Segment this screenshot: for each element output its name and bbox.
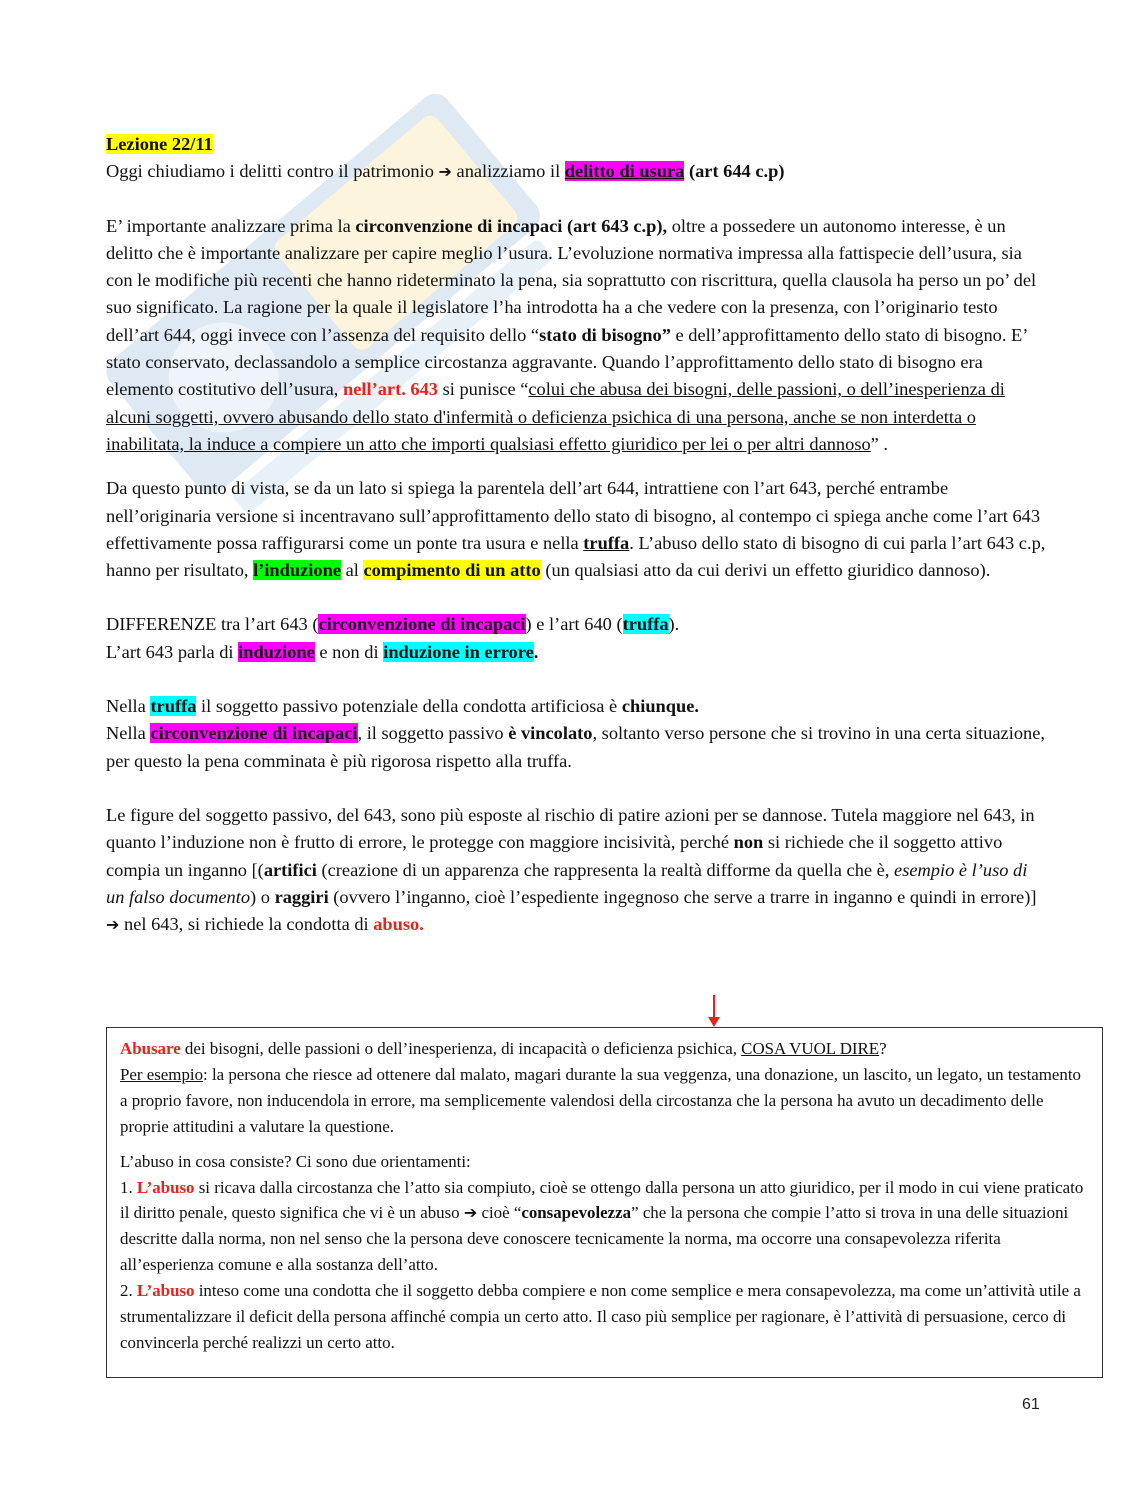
box-example: Per esempio: la persona che riesce ad ottenere dal malato, magari durante la sua veggenza, una donazione, un lascito, un legato, un testamento a proprio favore, non inducendola in errore, ma semplicemente valendosi della circostanza che la persona ha avuto un decadimento delle proprie attitudini a valutare la questione. xyxy=(120,1064,1081,1136)
compimento-highlight: compimento di un atto xyxy=(363,560,541,581)
usura-highlight: delitto di usura xyxy=(564,161,685,182)
box-orientamento-2: 2. L’abuso inteso come una condotta che il soggetto debba compiere e non come semplice e mera consapevolezza, ma come un’attività utile a strumentalizzare il deficit della persona affinché compia un certo atto. Il caso più semplice per ragionare, è l’attività di persuasione, cerco di convincerla perché realizzi un certo atto. xyxy=(120,1281,1081,1352)
abuso-keyword: abuso. xyxy=(373,914,424,935)
nella-truffa-line: Nella truffa il soggetto passivo potenziale della condotta artificiosa è chiunque. xyxy=(106,696,700,717)
paragraph-circonvenzione: E’ importante analizzare prima la circonvenzione di incapaci (art 643 c.p), oltre a possedere un autonomo interesse, è un delitto che è importante analizzare per capire meglio l’usura. L’evoluzione normativa impressa alla fattispecie dell’usura, sia con le modifiche più recenti che hanno rideterminato la pena, sia soprattutto con riscrittura, quella clausola ha perso un po’ del suo significato. La ragione per la quale il legislatore l’ha introdotta ha a che vedere con la presenza, con l’originario testo dell’art 644, oggi invece con l’assenza del requisito dello “stato di bisogno” e dell’approfittamento dello stato di bisogno. E’ stato conservato, declassandolo a semplice circostanza aggravante. Quando l’approfittamento dello stato di bisogno era elemento costitutivo dell’usura, nell’art. 643 si punisce “colui che abusa dei bisogni, delle passioni, o dell’inesperienza di alcuni soggetti, ovvero abusando dello stato d'infermità o deficienza psichica di una persona, anche se non interdetta o inabilitata, la induce a compiere un atto che importi qualsiasi effetto giuridico per lei o per altri dannoso” . xyxy=(106,215,1037,454)
nella-circonvenzione-line: Nella circonvenzione di incapaci, il soggetto passivo è vincolato, soltanto verso persone che si trovino in una certa situazione, per questo la pena comminata è più rigorosa rispetto alla truffa. xyxy=(106,723,1045,771)
art-643-quote: colui che abusa dei bisogni, delle passioni, o dell’inesperienza di alcuni soggetti, ovvero abusando dello stato d'infermità o deficienza psichica di una persona, anche se non interdetta o inabilitata, la induce a compiere un atto che importi qualsiasi effetto giuridico per lei o per altri dannoso xyxy=(106,379,1005,454)
lesson-title: Lezione 22/11 xyxy=(106,134,213,154)
lesson-heading xyxy=(106,131,1046,158)
art-643-reference: nell’art. 643 xyxy=(342,379,438,400)
right-arrow-icon: ➔ xyxy=(463,1203,478,1223)
abuso-explanation-box xyxy=(106,1027,1103,1378)
differenze-line-1: DIFFERENZE tra l’art 643 (circonvenzione di incapaci) e l’art 640 (truffa). xyxy=(106,614,680,635)
document-body xyxy=(106,131,1046,938)
box-orientamento-1: 1. L’abuso si ricava dalla circostanza che l’atto sia compiuto, cioè se ottengo dalla persona un atto giuridico, per il modo in cui viene praticato il diritto penale, questo significa che vi è un abuso ➔ cioè “consapevolezza” che la persona che compie l’atto si trova in una delle situazioni descritte dalla norma, non nel senso che la persona deve conoscere tecnicamente la norma, ma occorre una consapevolezza riferita all’esperienza comune e alla sostanza dell’atto. xyxy=(120,1177,1084,1275)
induzione-highlight: l’induzione xyxy=(253,560,341,581)
intro-line: Oggi chiudiamo i delitti contro il patrimonio ➔ analizziamo il delitto di usura (art 644 c.p) xyxy=(106,161,785,182)
paragraph-parentela: Da questo punto di vista, se da un lato si spiega la parentela dell’art 644, intrattiene con l’art 643, perché entrambe nell’originaria versione si incentravano sull’approfittamento dello stato di bisogno, al contempo ci spiega anche come l’art 643 effettivamente possa raffigurarsi come un ponte tra usura e nella truffa. L’abuso dello stato di bisogno di cui parla l’art 643 c.p, hanno per risultato, l’induzione al compimento di un atto (un qualsiasi atto da cui derivi un effetto giuridico dannoso). xyxy=(106,478,1046,581)
down-arrow-icon xyxy=(705,995,723,1029)
right-arrow-icon: ➔ xyxy=(106,915,120,935)
differenze-line-2: L’art 643 parla di induzione e non di induzione in errore. xyxy=(106,641,539,662)
paragraph-figure: Le figure del soggetto passivo, del 643, sono più esposte al rischio di patire azioni per se dannose. Tutela maggiore nel 643, in quanto l’induzione non è frutto di errore, le protegge con maggiore incisività, perché non si richiede che il soggetto attivo compia un inganno [(artifici (creazione di un apparenza che rappresenta la realtà difforme da quella che è, esempio è l’uso di un falso documento) o raggiri (ovvero l’inganno, cioè l’espediente ingegnoso che serve a trarre in inganno e quindi in errore)] ➔ nel 643, si richiede la condotta di abuso. xyxy=(106,804,1037,935)
right-arrow-icon: ➔ xyxy=(438,162,452,182)
page-number: 61 xyxy=(1022,1396,1040,1413)
box-orientamenti-intro: L’abuso in cosa consiste? Ci sono due orientamenti: xyxy=(120,1151,471,1171)
box-question-line: Abusare dei bisogni, delle passioni o dell’inesperienza, di incapacità o deficienza psichica, COSA VUOL DIRE? xyxy=(120,1039,887,1058)
